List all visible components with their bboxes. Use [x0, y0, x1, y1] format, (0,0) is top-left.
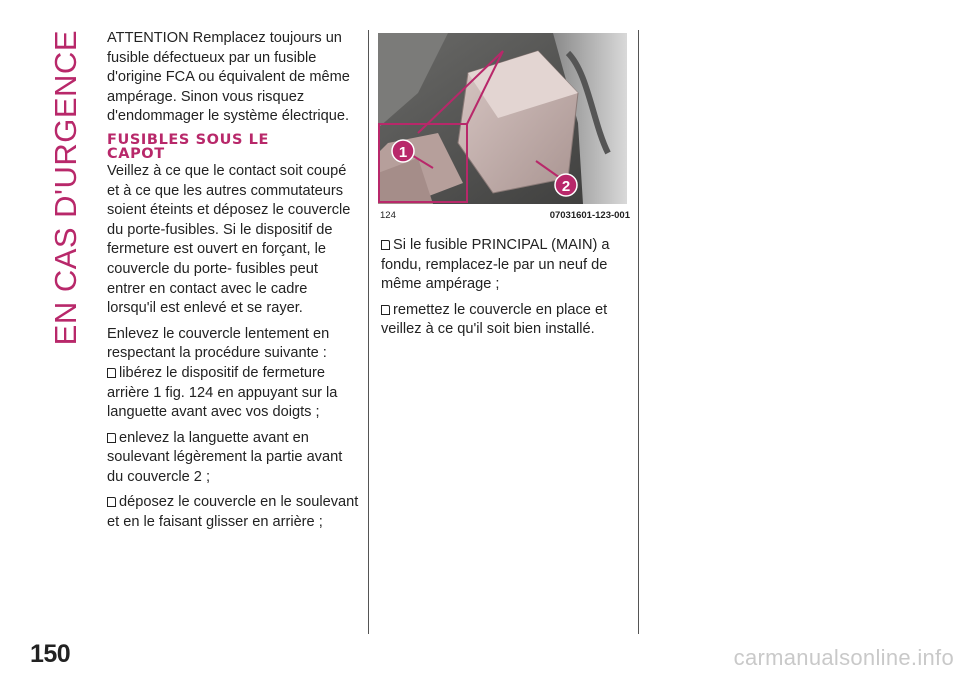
section-heading-line-1: FUSIBLES SOUS LE [107, 131, 269, 148]
fuse-box-figure [378, 33, 627, 204]
checkbox-bullet-icon [107, 497, 116, 507]
bullet-text: libérez le dispositif de fermeture arrière 1 fig. 124 en appuyant sur la languette avant avec vos doigts ; [107, 364, 338, 421]
bullet-text: déposez le couvercle en le soulevant et en le faisant glisser en arrière ; [107, 494, 359, 531]
left-column [107, 29, 359, 539]
bullet-item [107, 364, 359, 423]
bullet-item [381, 236, 631, 295]
bullet-text: Si le fusible PRINCIPAL (MAIN) a fondu, remplacez-le par un neuf de même ampérage ; [381, 237, 610, 293]
column-divider [638, 30, 639, 634]
section-heading-line-2: CAPOT [107, 145, 165, 162]
bullet-item [381, 301, 631, 340]
figure-code: 07031601-123-001 [549, 210, 630, 221]
bullet-item [107, 429, 359, 488]
attention-note: ATTENTION Remplacez toujours un fusible défectueux par un fusible d'origine FCA ou équivalent de même ampérage. Sinon vous risquez d'endommager le système électrique. [107, 30, 350, 125]
section-title [48, 30, 84, 630]
bullet-text: enlevez la languette avant en soulevant légèrement la partie avant du couvercle 2 ; [107, 429, 343, 485]
engine-bay-illustration [378, 33, 627, 204]
bullet-item [107, 493, 359, 532]
page-number: 150 [30, 640, 71, 668]
paragraph: Enlevez le couvercle lentement en respectant la procédure suivante : [107, 325, 330, 362]
callout-2-label: 2 [561, 178, 571, 195]
figure-caption [380, 210, 630, 224]
column-divider [368, 30, 369, 634]
figure-number: 124 [380, 210, 396, 221]
watermark: carmanualsonline.info [733, 645, 954, 670]
bullet-text: remettez le couvercle en place et veillez à ce qu'il soit bien installé. [381, 301, 608, 338]
paragraph: Veillez à ce que le contact soit coupé et à ce que les autres commutateurs soient éteints et déposez le couvercle du porte-fusibles. Si le dispositif de fermeture est ouvert en forçant, le couvercle du porte- fusibles peut entrer en contact avec le cadre lorsqu'il est enlevé et se rayer. [107, 162, 351, 317]
right-column [381, 236, 631, 346]
section-title-text: EN CAS D'URGENCE [48, 30, 83, 346]
callout-1-label: 1 [398, 144, 408, 161]
checkbox-bullet-icon [107, 368, 116, 378]
checkbox-bullet-icon [381, 240, 390, 250]
checkbox-bullet-icon [381, 305, 390, 315]
section-heading [107, 133, 359, 161]
checkbox-bullet-icon [107, 433, 116, 443]
